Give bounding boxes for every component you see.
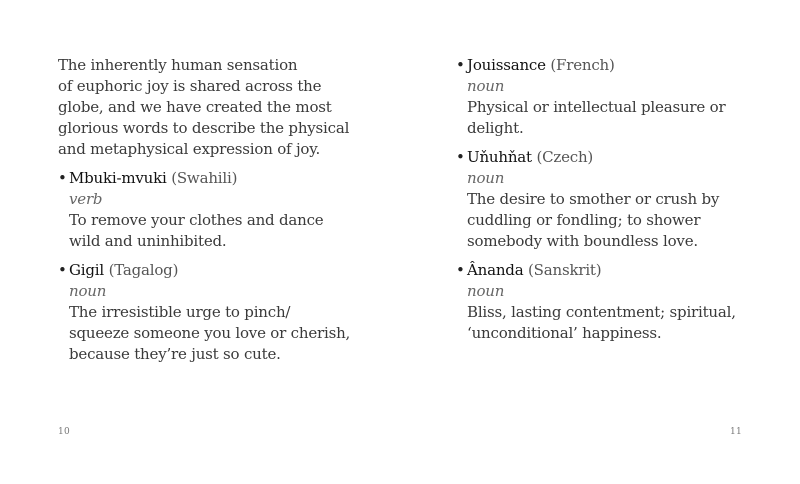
left-text-column (58, 55, 358, 373)
entry-jouissance (456, 55, 756, 139)
entry-language: (Swahili) (171, 169, 238, 187)
entry-definition: The desire to smother or crush by cuddling or fondling; to shower somebody with boundless love. (467, 190, 720, 250)
entry-part-of-speech: noun (467, 77, 505, 95)
entry-part-of-speech: verb (69, 190, 103, 208)
entry-language: (French) (550, 56, 615, 74)
entry-body (467, 260, 756, 344)
entry-language: (Tagalog) (108, 261, 179, 279)
bullet-icon: • (456, 56, 465, 74)
entry-definition: To remove your clothes and dance wild and uninhibited. (69, 211, 324, 250)
term-line (69, 168, 358, 189)
entry-body (467, 147, 756, 252)
entry-body (69, 260, 358, 365)
term-line (69, 260, 358, 281)
entry-language: (Sanskrit) (528, 261, 602, 279)
intro-paragraph: The inherently human sensation of euphoric joy is shared across the globe, and we have created the most glorious words to describe the physical and metaphysical expression of joy. (58, 56, 350, 158)
entry-term: Mbuki-mvuki (69, 169, 167, 187)
bullet-icon: • (58, 261, 67, 279)
entry-definition: Physical or intellectual pleasure or delight. (467, 98, 726, 137)
entry-ananda (456, 260, 756, 344)
page-number-right: 11 (729, 427, 742, 437)
entry-definition: Bliss, lasting contentment; spiritual, ‘unconditional’ happiness. (467, 303, 736, 342)
term-line (467, 147, 756, 168)
entry-part-of-speech: noun (467, 169, 505, 187)
bullet-icon: • (58, 169, 67, 187)
term-line (467, 55, 756, 76)
entry-definition: The irresistible urge to pinch/ squeeze someone you love or cherish, because they’re just so cute. (69, 303, 351, 363)
entry-mbuki-mvuki (58, 168, 358, 252)
entry-term: Uňuhňat (467, 148, 532, 166)
term-line (467, 260, 756, 281)
entry-part-of-speech: noun (467, 282, 505, 300)
entry-gigil (58, 260, 358, 365)
right-text-column (456, 55, 756, 352)
bullet-icon: • (456, 148, 465, 166)
page-number-left: 10 (58, 427, 71, 437)
entry-part-of-speech: noun (69, 282, 107, 300)
entry-unuhnat (456, 147, 756, 252)
entry-language: (Czech) (536, 148, 594, 166)
entry-term: Jouissance (467, 56, 546, 74)
entry-term: Ânanda (467, 261, 524, 279)
entry-body (69, 168, 358, 252)
right-page (400, 0, 800, 484)
entry-body (467, 55, 756, 139)
bullet-icon: • (456, 261, 465, 279)
entry-term: Gigil (69, 261, 104, 279)
